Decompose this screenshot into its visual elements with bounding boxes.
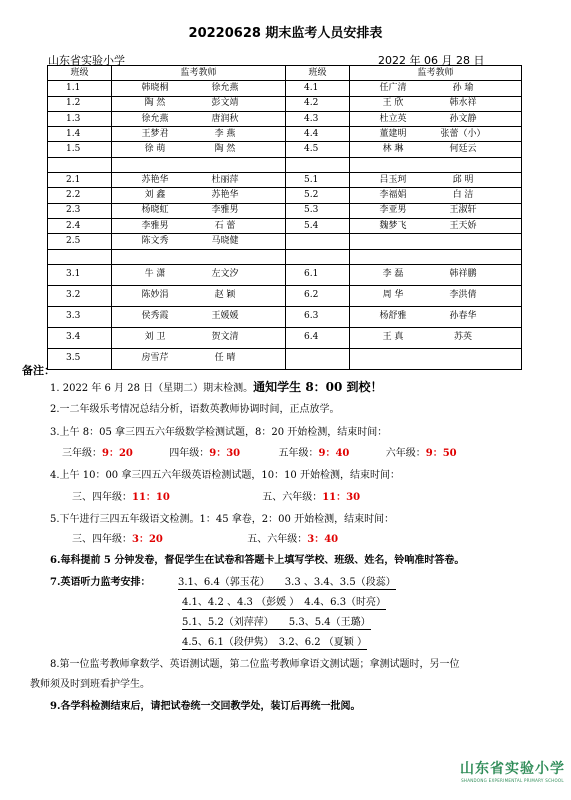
teacher-1: 周 华 xyxy=(382,290,404,301)
class-cell xyxy=(48,249,112,264)
teacher-1: 杨晓虹 xyxy=(141,205,169,216)
class-cell: 2.5 xyxy=(48,234,112,249)
class-cell: 5.3 xyxy=(286,203,350,218)
table-row xyxy=(48,234,522,249)
teacher-cell xyxy=(112,218,286,233)
class-cell: 5.2 xyxy=(286,188,350,203)
grade-label: 五年级： xyxy=(278,448,319,459)
class-cell xyxy=(286,348,350,369)
schedule-table xyxy=(47,65,522,370)
teacher-1: 王 真 xyxy=(382,332,404,343)
table-row xyxy=(48,327,522,348)
class-cell: 1.5 xyxy=(48,142,112,157)
teacher-2: 苏艳华 xyxy=(211,190,239,201)
listening-line-4 xyxy=(182,633,367,648)
class-cell: 2.2 xyxy=(48,188,112,203)
teacher-cell xyxy=(350,111,522,126)
teacher-2: 贺文清 xyxy=(211,332,239,343)
teacher-cell xyxy=(112,81,286,96)
table-row xyxy=(48,249,522,264)
listening-line-2 xyxy=(182,593,386,608)
note-2: 2.一二年级乐考情况总结分析，语数英教师协调时间，正点放学。 xyxy=(50,404,340,415)
teacher-cell xyxy=(350,306,522,327)
listening-text: 4.5、6.1（段伊隽） 3.2、6.2 （夏颖 ） xyxy=(182,637,367,648)
teacher-1: 吕玉珂 xyxy=(379,174,407,185)
table-row xyxy=(48,218,522,233)
class-cell: 6.1 xyxy=(286,264,350,285)
teacher-2: 孙 瑜 xyxy=(452,82,474,93)
teacher-2: 唐润秋 xyxy=(211,113,239,124)
teacher-1: 徐 萌 xyxy=(144,144,166,155)
table-row xyxy=(48,203,522,218)
class-cell xyxy=(286,249,350,264)
teacher-cell xyxy=(112,96,286,111)
teacher-1: 董建明 xyxy=(379,128,407,139)
teacher-1: 韩晓桐 xyxy=(141,82,169,93)
class-cell xyxy=(48,157,112,172)
class-cell: 3.2 xyxy=(48,285,112,306)
teacher-cell xyxy=(350,127,522,142)
class-cell: 3.4 xyxy=(48,327,112,348)
teacher-cell xyxy=(112,348,286,369)
class-cell: 5.1 xyxy=(286,173,350,188)
class-cell: 6.2 xyxy=(286,285,350,306)
class-cell: 4.5 xyxy=(286,142,350,157)
teacher-1: 杜立英 xyxy=(379,113,407,124)
teacher-2: 李洪倩 xyxy=(449,290,477,301)
note-8: 8.第一位监考教师拿数学、英语测试题，第二位监考教师拿语文测试题；拿测试题时，另一位 xyxy=(50,659,460,670)
table-row xyxy=(48,96,522,111)
table-row xyxy=(48,127,522,142)
grade-label: 五、六年级： xyxy=(247,534,308,545)
teacher-2: 王天娇 xyxy=(449,220,477,231)
teacher-cell xyxy=(112,327,286,348)
grade-label: 四年级： xyxy=(169,448,210,459)
teacher-cell xyxy=(350,249,522,264)
note-7: 7.英语听力监考安排： xyxy=(50,577,151,588)
grade-label: 三、四年级： xyxy=(72,492,132,503)
class-cell: 6.3 xyxy=(286,306,350,327)
teacher-cell xyxy=(112,306,286,327)
header-class: 班级 xyxy=(48,66,112,81)
table-row xyxy=(48,111,522,126)
teacher-cell xyxy=(350,142,522,157)
logo-text: 山东省实验小学 xyxy=(460,761,565,777)
note-3: 3.上午 8：05 拿三四五六年级数学检测试题，8：20 开始检测，结束时间： xyxy=(50,427,388,438)
table-row xyxy=(48,81,522,96)
note-8-cont: 教师须及时到班看护学生。 xyxy=(30,679,150,690)
teacher-2: 孙春华 xyxy=(449,311,477,322)
page-title: 20220628 期末监考人员安排表 xyxy=(188,26,383,41)
class-cell: 2.1 xyxy=(48,173,112,188)
teacher-1: 房雪芹 xyxy=(141,353,169,364)
teacher-cell xyxy=(350,81,522,96)
teacher-cell xyxy=(350,173,522,188)
note-5: 5.下午进行三四五年级语文检测。1：45 拿卷，2：00 开始检测，结束时间： xyxy=(50,514,395,525)
teacher-2: 杜丽萍 xyxy=(211,174,239,185)
teacher-cell xyxy=(112,285,286,306)
teacher-cell xyxy=(350,264,522,285)
teacher-1: 刘 卫 xyxy=(144,332,166,343)
header-teacher: 监考教师 xyxy=(112,66,286,81)
teacher-2: 左文汐 xyxy=(211,269,239,280)
teacher-cell xyxy=(112,111,286,126)
class-cell: 2.3 xyxy=(48,203,112,218)
teacher-cell xyxy=(112,127,286,142)
teacher-cell xyxy=(112,157,286,172)
teacher-1: 陶 然 xyxy=(144,98,166,109)
teacher-1: 杨舒雅 xyxy=(379,311,407,322)
class-cell: 1.1 xyxy=(48,81,112,96)
teacher-2: 王媛媛 xyxy=(211,311,239,322)
class-cell: 4.2 xyxy=(286,96,350,111)
header-teacher: 监考教师 xyxy=(350,66,522,81)
teacher-2: 石 蕾 xyxy=(214,220,236,231)
teacher-1: 李亚男 xyxy=(379,205,407,216)
note-5-times xyxy=(72,530,338,545)
end-time: 9：30 xyxy=(209,448,241,459)
teacher-1: 王梦君 xyxy=(141,128,169,139)
grade-label: 三、四年级： xyxy=(72,534,132,545)
end-time: 11：30 xyxy=(322,492,361,503)
teacher-2: 李雅男 xyxy=(211,205,239,216)
table-row xyxy=(48,173,522,188)
class-cell: 1.3 xyxy=(48,111,112,126)
teacher-cell xyxy=(112,188,286,203)
school-name: 山东省实验小学 xyxy=(48,54,125,67)
table-header xyxy=(48,66,522,81)
table-row xyxy=(48,306,522,327)
listening-line-1 xyxy=(178,573,396,588)
grade-label: 三年级： xyxy=(62,448,102,459)
teacher-cell xyxy=(350,285,522,306)
teacher-cell xyxy=(112,142,286,157)
class-cell: 1.4 xyxy=(48,127,112,142)
document-date: 2022 年 06 月 28 日 xyxy=(378,54,485,67)
teacher-1: 李福娟 xyxy=(379,190,407,201)
end-time: 11：10 xyxy=(132,492,170,503)
teacher-1: 陈文秀 xyxy=(141,235,169,246)
school-logo xyxy=(460,758,565,783)
teacher-2: 韩水祥 xyxy=(449,98,477,109)
end-time: 9：20 xyxy=(102,448,133,459)
note-4: 4.上午 10：00 拿三四五六年级英语检测试题，10：10 开始检测，结束时间： xyxy=(50,470,400,481)
teacher-1: 刘 鑫 xyxy=(144,190,166,201)
listening-line-3 xyxy=(182,613,371,628)
note-4-times xyxy=(72,488,360,503)
teacher-2: 任 晴 xyxy=(214,353,236,364)
class-cell xyxy=(286,234,350,249)
note-1 xyxy=(50,378,383,395)
teacher-2: 马晓健 xyxy=(211,235,239,246)
teacher-1: 李雅男 xyxy=(141,220,169,231)
grade-label: 五、六年级： xyxy=(262,492,323,503)
teacher-1: 王 欣 xyxy=(382,98,404,109)
table-row xyxy=(48,264,522,285)
note-3-times xyxy=(62,444,457,459)
teacher-2: 赵 颖 xyxy=(214,290,236,301)
teacher-1: 徐允燕 xyxy=(141,113,169,124)
teacher-cell xyxy=(350,348,522,369)
teacher-cell xyxy=(350,157,522,172)
class-cell: 3.1 xyxy=(48,264,112,285)
teacher-2: 白 洁 xyxy=(452,190,474,201)
class-cell: 4.4 xyxy=(286,127,350,142)
teacher-cell xyxy=(112,264,286,285)
teacher-cell xyxy=(112,249,286,264)
class-cell: 6.4 xyxy=(286,327,350,348)
class-cell: 5.4 xyxy=(286,218,350,233)
class-cell: 4.3 xyxy=(286,111,350,126)
teacher-1: 苏艳华 xyxy=(141,174,169,185)
teacher-1: 陈妙涓 xyxy=(141,290,169,301)
teacher-cell xyxy=(112,203,286,218)
teacher-cell xyxy=(350,203,522,218)
notes-heading: 备注： xyxy=(22,364,55,377)
teacher-2: 苏英 xyxy=(453,332,472,343)
teacher-2: 李 燕 xyxy=(214,128,236,139)
table-row xyxy=(48,188,522,203)
teacher-2: 邱 明 xyxy=(452,174,474,185)
teacher-1: 侯秀霞 xyxy=(141,311,169,322)
teacher-cell xyxy=(350,188,522,203)
note-1-text: 1. 2022 年 6 月 28 日（星期二）期末检测。 xyxy=(50,383,254,394)
grade-label: 六年级： xyxy=(385,448,426,459)
class-cell: 4.1 xyxy=(286,81,350,96)
teacher-2: 何廷云 xyxy=(449,144,477,155)
teacher-cell xyxy=(350,327,522,348)
teacher-2: 韩祥鹏 xyxy=(449,269,477,280)
class-cell: 3.5 xyxy=(48,348,112,369)
teacher-2: 彭文靖 xyxy=(211,98,239,109)
table-row xyxy=(48,142,522,157)
teacher-cell xyxy=(112,234,286,249)
teacher-1: 李 磊 xyxy=(382,269,404,280)
logo-subtext: SHANDONG EXPERIMENTAL PRIMARY SCHOOL xyxy=(461,778,564,783)
class-cell xyxy=(286,157,350,172)
class-cell: 2.4 xyxy=(48,218,112,233)
listening-text: 4.1、4.2 、4.3 （彭媛 ） 4.4、6.3（时亮） xyxy=(182,597,387,608)
teacher-1: 魏梦飞 xyxy=(379,220,407,231)
teacher-1: 牛 潇 xyxy=(144,269,166,280)
teacher-cell xyxy=(350,218,522,233)
note-6: 6.每科提前 5 分钟发卷，督促学生在试卷和答题卡上填写学校、班级、姓名，铃响准时答卷。 xyxy=(50,555,465,566)
teacher-2: 徐允燕 xyxy=(211,82,239,93)
end-time: 3：20 xyxy=(132,534,163,545)
class-cell: 1.2 xyxy=(48,96,112,111)
listening-text: 5.1、5.2（刘萍萍） 5.3、5.4（王璐） xyxy=(182,617,371,628)
teacher-cell xyxy=(350,96,522,111)
end-time: 9：50 xyxy=(425,448,457,459)
teacher-2: 王淑轩 xyxy=(449,205,477,216)
table-row xyxy=(48,348,522,369)
teacher-2: 孙文静 xyxy=(449,113,477,124)
table-row xyxy=(48,285,522,306)
teacher-1: 林 琳 xyxy=(382,144,404,155)
header-class: 班级 xyxy=(286,66,350,81)
end-time: 9：40 xyxy=(318,448,350,459)
note-9: 9.各学科检测结束后，请把试卷统一交回教学处，装订后再统一批阅。 xyxy=(50,701,361,712)
teacher-cell xyxy=(350,234,522,249)
end-time: 3：40 xyxy=(307,534,339,545)
table-row xyxy=(48,157,522,172)
teacher-2: 陶 然 xyxy=(214,144,236,155)
note-1-emphasis: 通知学生 8：00 到校！ xyxy=(253,380,383,394)
teacher-cell xyxy=(112,173,286,188)
teacher-2: 张蕾（小） xyxy=(440,128,486,139)
teacher-1: 任广清 xyxy=(379,82,407,93)
class-cell: 3.3 xyxy=(48,306,112,327)
listening-text: 3.1、6.4（郭玉花） 3.3 、3.4、3.5（段蕊） xyxy=(178,577,396,588)
